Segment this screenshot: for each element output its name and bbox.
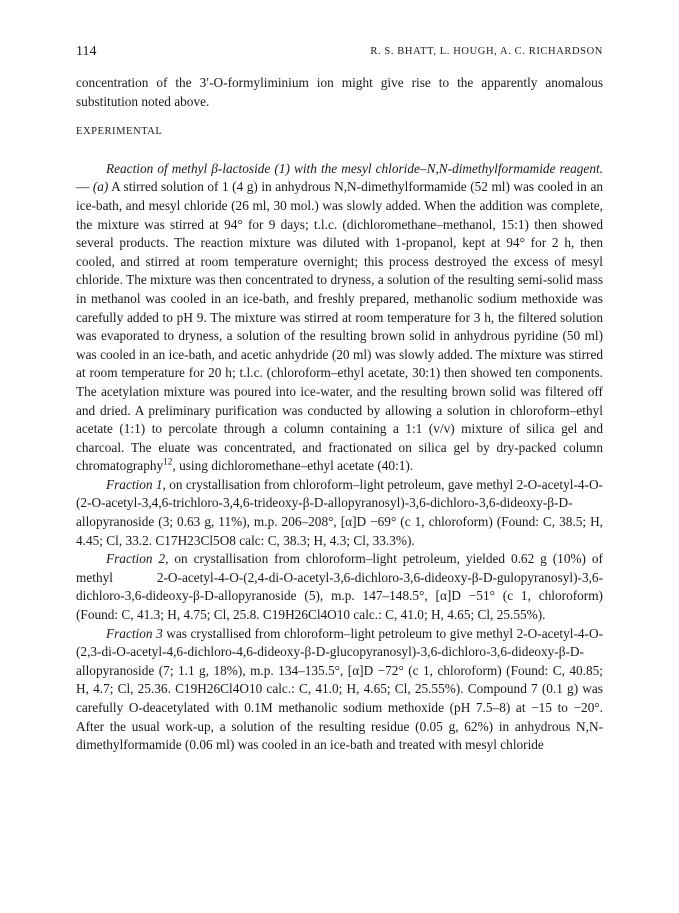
fraction-1-text: , on crystallisation from chloroform–light petroleum, gave methyl 2-O-acetyl-4-O-(2-O-acetyl-3,4,6-trichloro-3,4,6-trideoxy-β-D-allopyranosyl)-3,6-dichloro-3,6-dideoxy-β-D-allopyranoside (3; 0.63 g, 11%), m.p. 206–208°, [α]D −69° (c 1, chloroform) (Found: C, 38.5; H, 4.45; Cl, 33.2. C17H23Cl5O8 calc: C, 38.3; H, 4.3; Cl, 33.3%). bbox=[76, 476, 603, 548]
procedure-text: A stirred solution of 1 (4 g) in anhydrous N,N-dimethylformamide (52 ml) was cooled in an ice-bath, and mesyl chloride (26 ml, 30 mol.) was slowly added. When the addition was complete, the mixture was stirred at 94° for 9 days; t.l.c. (dichloromethane–methanol, 15:1) then showed several products. The reaction mixture was diluted with 1-propanol, kept at 94° for 2 h, then cooled, and stirred at room temperature overnight; this process destroyed the excess of mesyl chloride. The mixture was then concentrated to dryness, a solution of the resulting semi-solid mass in methanol was cooled in an ice-bath, and freshly prepared, methanolic sodium methoxide was carefully added to pH 9. The mixture was stirred at room temperature for 3 h, the filtered solution was evaporated to dryness, a solution of the resulting brown solid in anhydrous pyridine (50 ml) was cooled in an ice-bath, and acetic anhydride (20 ml) was slowly added. The mixture was stirred at room temperature for 20 h; t.l.c. (chloroform–ethyl acetate, 30:1) then showed ten components. The acetylation mixture was poured into ice-water, and the resulting brown solid was filtered off and dried. A preliminary purification was conducted by allowing a solution in chloroform–ethyl acetate (1:1) to percolate through a column containing a 1:1 (v/v) mixture of silica gel and charcoal. The eluate was concentrated, and fractionated on silica gel by dry-packed column chromatography bbox=[76, 179, 604, 474]
page-number: 114 bbox=[76, 44, 97, 59]
opening-paragraph: concentration of the 3′-O-formyliminium ion might give rise to the apparently anomalous substitution noted above. bbox=[76, 75, 603, 109]
fraction-3-text: was crystallised from chloroform–light petroleum to give methyl 2-O-acetyl-4-O-(2,3-di-O-acetyl-4,6-dichloro-4,6-dideoxy-β-D-glucopyranosyl)-3,6-dichloro-3,6-dideoxy-β-D-allopyranoside (7; 1.1 g, 18%), m.p. 134–135.5°, [α]D −72° (c 1, chloroform) (Found: C, 40.85; H, 4.7; Cl, 25.36. C19H26Cl4O10 calc.: C, 41.0; H, 4.65; Cl, 25.55%). Compound 7 (0.1 g) was carefully O-deacetylated with 0.1M methanolic sodium methoxide (pH 7.5–8) at −15 to −20°. After the usual work-up, a solution of the resulting residue (0.05 g, 62%) in anhydrous N,N-dimethylformamide (0.06 ml) was cooled in an ice-bath and treated with mesyl chloride bbox=[76, 625, 603, 753]
fraction-2-paragraph bbox=[76, 550, 603, 624]
body-text bbox=[76, 74, 603, 755]
fraction-1-label: Fraction 1 bbox=[106, 476, 163, 492]
fraction-3-label: Fraction 3 bbox=[106, 625, 163, 641]
reference-superscript: 12 bbox=[163, 457, 173, 468]
fraction-3-paragraph bbox=[76, 625, 603, 755]
fraction-2-text: , on crystallisation from chloroform–light petroleum, yielded 0.62 g (10%) of methyl 2-O-acetyl-4-O-(2,4-di-O-acetyl-3,6-dichloro-3,6-dideoxy-β-D-gulopyranosyl)-3,6-dichloro-3,6-dideoxy-β-D-allopyranoside (5), m.p. 147–148.5°, [α]D −51° (c 1, chloroform) (Found: C, 41.3; H, 4.75; Cl, 25.8. C19H26Cl4O10 calc.: C, 41.0; H, 4.65; Cl, 25.55%). bbox=[76, 551, 603, 623]
title-dash: — bbox=[76, 179, 93, 195]
procedure-end: , using dichloromethane–ethyl acetate (40:1). bbox=[172, 458, 414, 474]
procedure-label: (a) bbox=[92, 179, 109, 195]
reaction-paragraph bbox=[76, 160, 603, 476]
section-heading: EXPERIMENTAL bbox=[76, 126, 163, 138]
fraction-2-label: Fraction 2 bbox=[106, 551, 166, 567]
running-head: R. S. BHATT, L. HOUGH, A. C. RICHARDSON bbox=[370, 46, 603, 57]
fraction-1-paragraph bbox=[76, 476, 603, 550]
page-header bbox=[76, 44, 603, 64]
reaction-title: Reaction of methyl β-lactoside (1) with the mesyl chloride–N,N-dimethylformamide reagent. bbox=[106, 160, 603, 176]
